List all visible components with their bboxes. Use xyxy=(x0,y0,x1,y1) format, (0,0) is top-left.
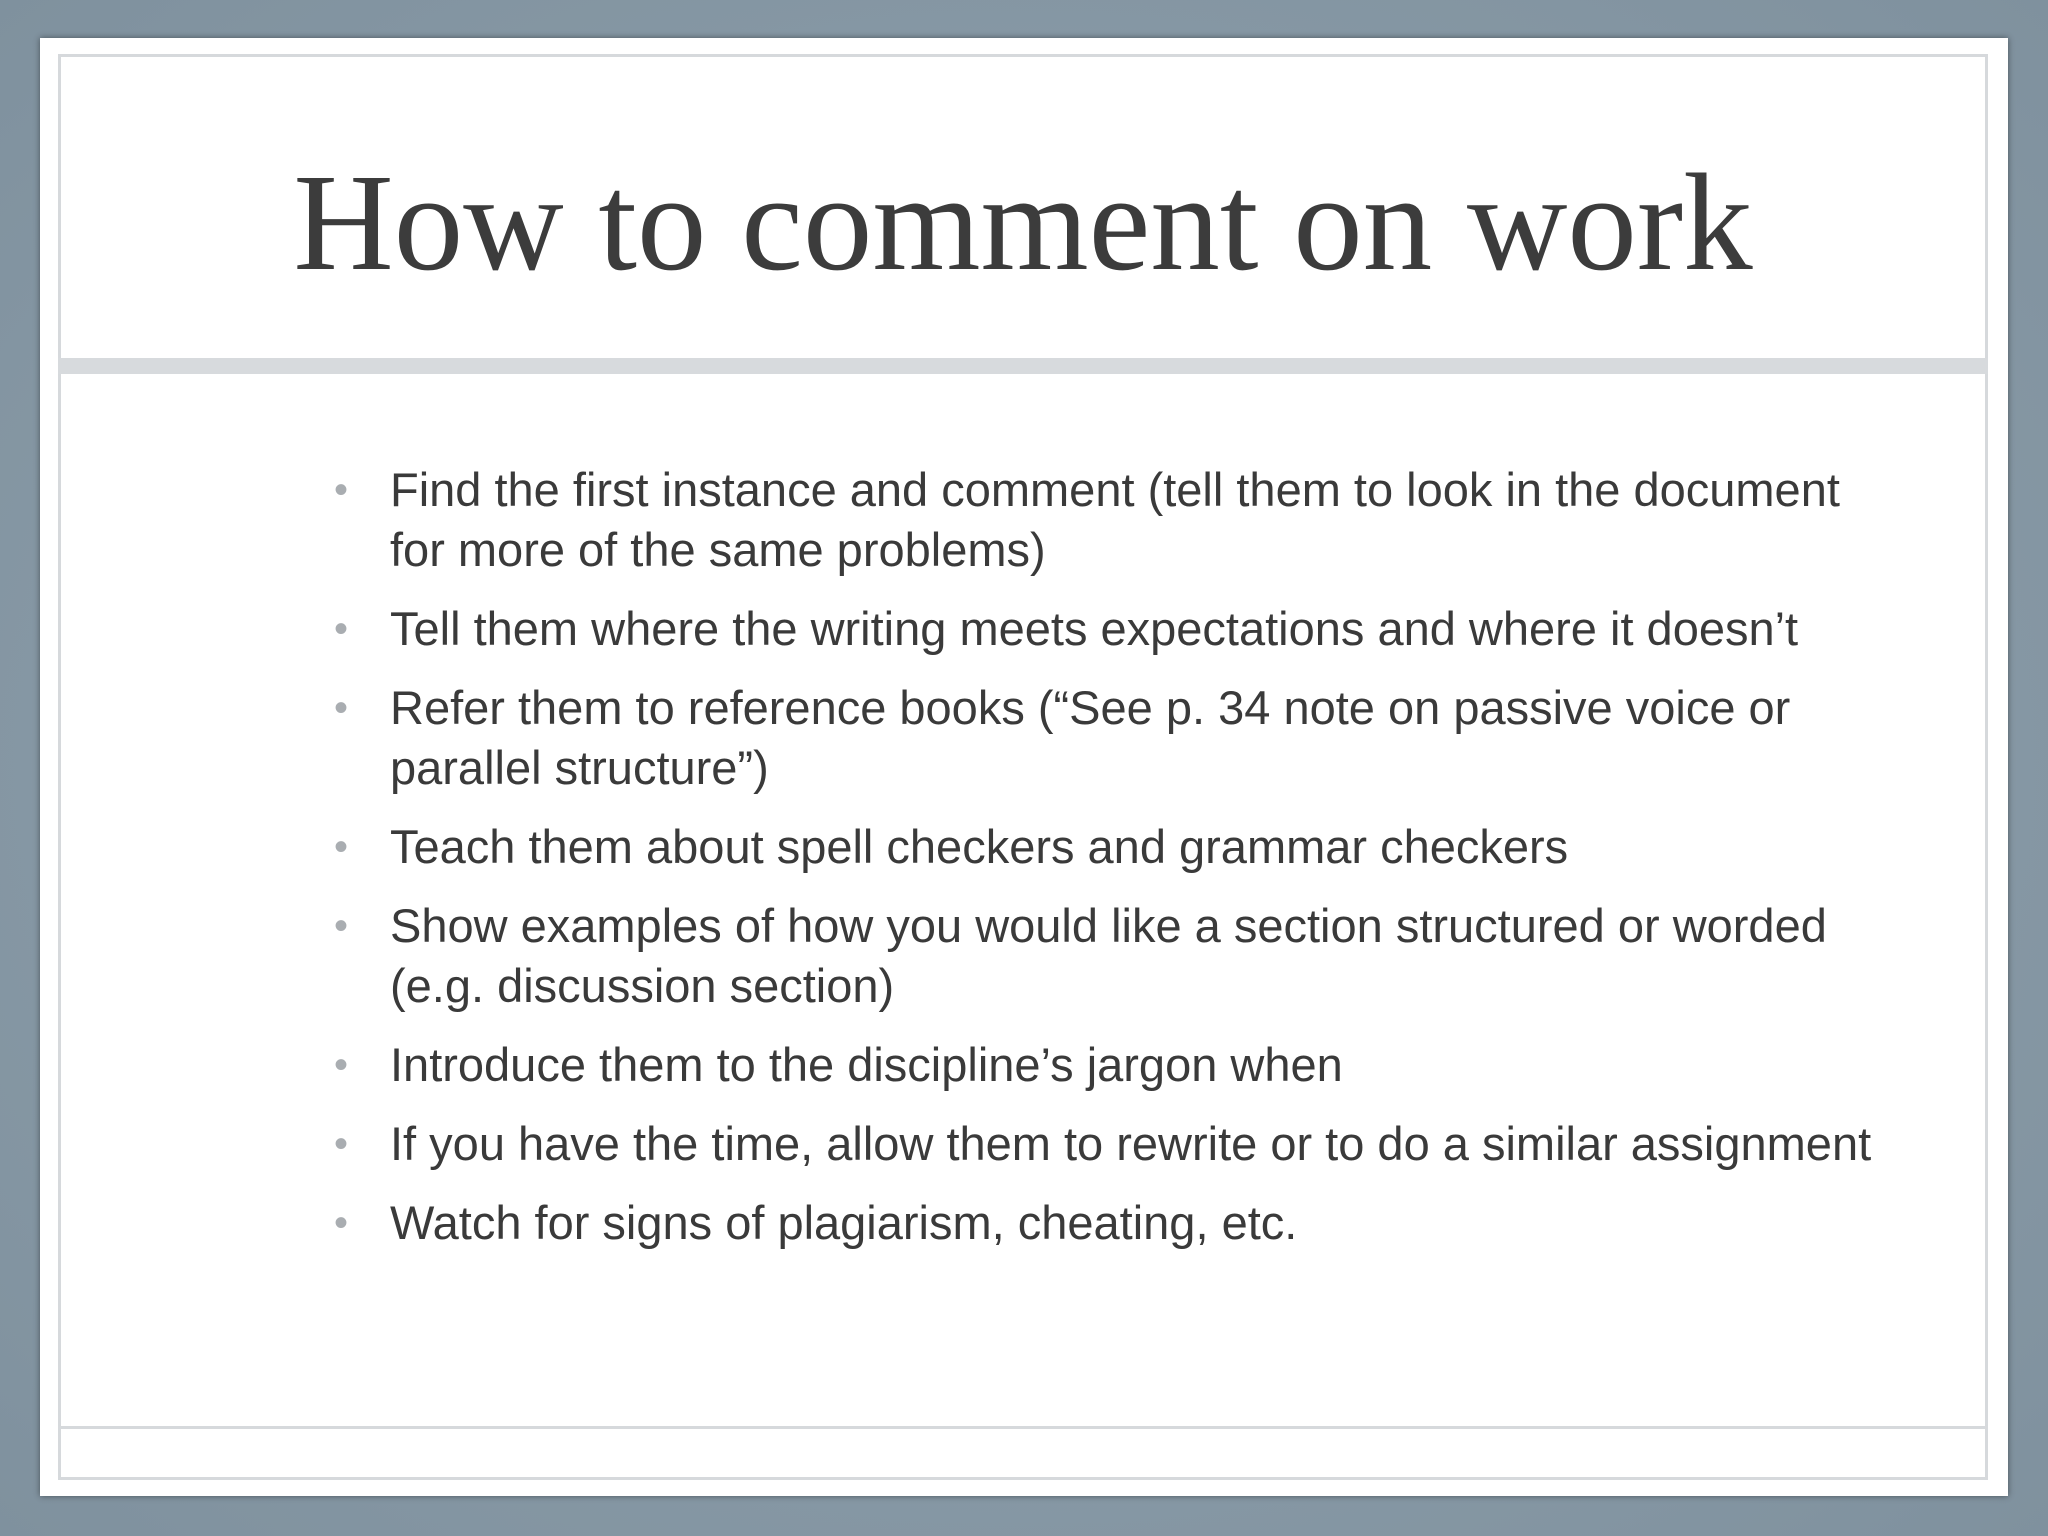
bullet-text: Show examples of how you would like a section structured or worded (e.g. discussion section) xyxy=(390,899,1827,1012)
bullet-text: Watch for signs of plagiarism, cheating, etc. xyxy=(390,1196,1298,1249)
bullet-text: If you have the time, allow them to rewrite or to do a similar assignment xyxy=(390,1117,1872,1170)
slide-canvas xyxy=(40,38,2008,1496)
slide-title: How to comment on work xyxy=(293,146,1753,300)
bullet-text: Introduce them to the discipline’s jargon when xyxy=(390,1038,1343,1091)
bullet-item xyxy=(330,896,1890,1016)
bullet-dot-icon: • xyxy=(334,468,349,512)
bullet-text: Tell them where the writing meets expectations and where it doesn’t xyxy=(390,602,1799,655)
bullet-text: Refer them to reference books (“See p. 34 note on passive voice or parallel structure”) xyxy=(390,681,1791,794)
bullet-dot-icon: • xyxy=(334,686,349,730)
bullet-item xyxy=(330,460,1890,580)
bullet-dot-icon: • xyxy=(334,1201,349,1245)
bullet-item xyxy=(330,1035,1890,1095)
bullet-dot-icon: • xyxy=(334,607,349,651)
bullet-item xyxy=(330,678,1890,798)
bullet-dot-icon: • xyxy=(334,1043,349,1087)
bullet-item xyxy=(330,1193,1890,1253)
footer-divider xyxy=(58,1426,1988,1429)
bullet-text: Find the first instance and comment (tell them to look in the document for more of the same problems) xyxy=(390,463,1840,576)
bullet-item xyxy=(330,1114,1890,1174)
bullet-dot-icon: • xyxy=(334,1122,349,1166)
bullet-dot-icon: • xyxy=(334,825,349,869)
bullet-dot-icon: • xyxy=(334,904,349,948)
bullet-text: Teach them about spell checkers and grammar checkers xyxy=(390,820,1569,873)
title-divider xyxy=(58,358,1988,374)
bullet-item xyxy=(330,599,1890,659)
bullet-list xyxy=(330,460,1890,1272)
bullet-item xyxy=(330,817,1890,877)
